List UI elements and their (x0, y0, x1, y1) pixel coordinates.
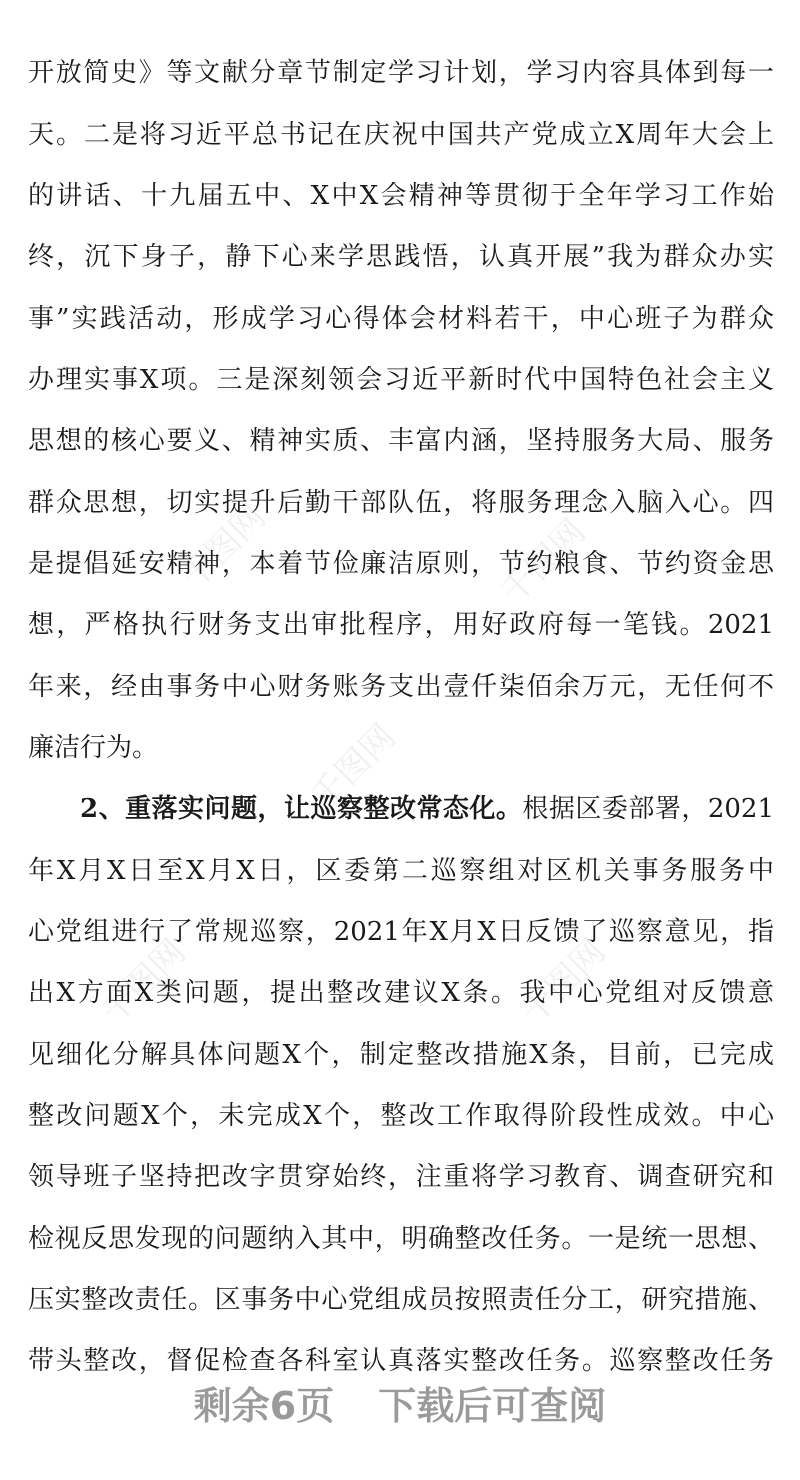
text-line: 终，沉下身子，静下心来学思践悟，认真开展”我为群众办实 (28, 242, 774, 272)
section-2-first-line (80, 791, 774, 827)
text-line: 是提倡延安精神，本着节俭廉洁原则，节约粮食、节约资金思 (28, 549, 774, 579)
download-to-view-label: 下载后可查阅 (378, 1384, 607, 1428)
text-line: 出X方面X类问题，提出整改建议X条。我中心党组对反馈意 (28, 978, 774, 1008)
text-line: 群众思想，切实提升后勤干部队伍，将服务理念入脑入心。四 (28, 488, 774, 518)
watermark: 千图网 (303, 716, 404, 818)
watermark: 千图网 (493, 511, 594, 613)
text-line: 办理实事X项。三是深刻领会习近平新时代中国特色社会主义 (28, 365, 774, 395)
remaining-pages-label: 剩余6页 (193, 1384, 335, 1428)
text-line: 的讲话、十九届五中、X中X会精神等贯彻于全年学习工作始 (28, 181, 774, 211)
text-line: 年X月X日至X月X日，区委第二巡察组对区机关事务服务中 (28, 856, 774, 886)
watermark: 千图网 (513, 931, 614, 1033)
text-line: 见细化分解具体问题X个，制定整改措施X条，目前，已完成 (28, 1040, 774, 1070)
watermark: 千图网 (173, 496, 274, 598)
text-line: 想，严格执行财务支出审批程序，用好政府每一笔钱。2021 (28, 610, 774, 640)
watermark: 千图网 (93, 931, 194, 1033)
text-line: 廉洁行为。 (28, 733, 159, 763)
section-2-heading: 2、重落实问题，让巡察整改常态化。 (80, 794, 523, 824)
text-line: 检视反思发现的问题纳入其中，明确整改任务。一是统一思想、 (28, 1224, 774, 1254)
text-line: 压实整改责任。区事务中心党组成员按照责任分工，研究措施、 (28, 1285, 774, 1315)
text-line: 事”实践活动，形成学习心得体会材料若干，中心班子为群众 (28, 304, 774, 334)
download-prompt[interactable] (0, 1378, 800, 1434)
text-line: 领导班子坚持把改字贯穿始终，注重将学习教育、调查研究和 (28, 1162, 774, 1192)
text-line: 天。二是将习近平总书记在庆祝中国共产党成立X周年大会上 (28, 120, 774, 150)
text-line: 心党组进行了常规巡察，2021年X月X日反馈了巡察意见，指 (28, 917, 774, 947)
text-line: 思想的核心要义、精神实质、丰富内涵，坚持服务大局、服务 (28, 426, 774, 456)
text-line: 整改问题X个，未完成X个，整改工作取得阶段性成效。中心 (28, 1101, 774, 1131)
text-line: 带头整改，督促检查各科室认真落实整改任务。巡察整改任务 (28, 1346, 774, 1376)
text-line: 年来，经由事务中心财务账务支出壹仟柒佰余万元，无任何不 (28, 672, 774, 702)
section-2-lead-text: 根据区委部署，2021 (522, 794, 774, 824)
text-line: 开放简史》等文献分章节制定学习计划，学习内容具体到每一 (28, 58, 774, 88)
